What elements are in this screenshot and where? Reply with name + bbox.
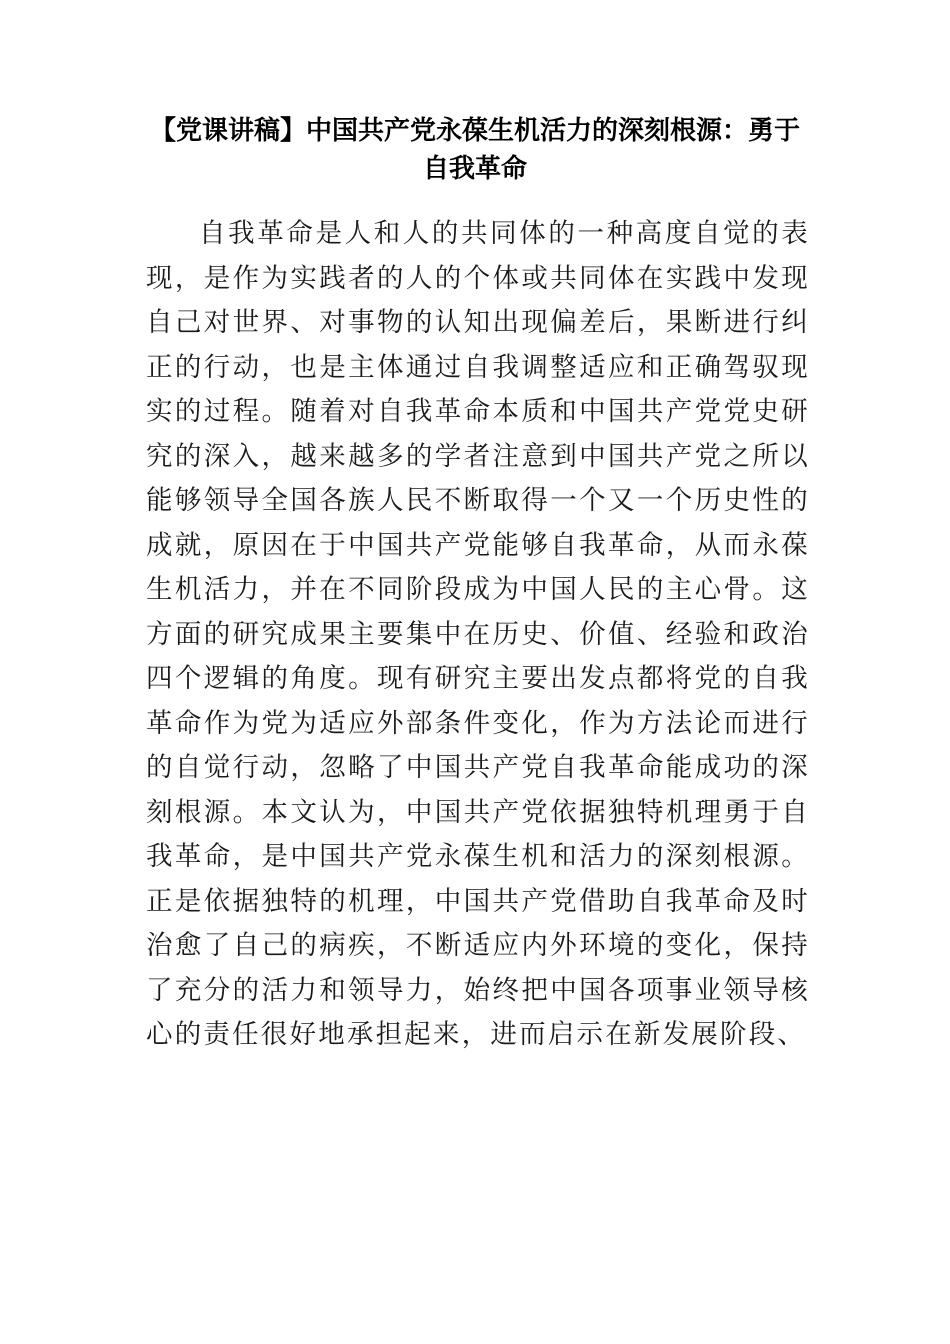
document-title: 【党课讲稿】中国共产党永葆生机活力的深刻根源：勇于自我革命 xyxy=(149,116,800,184)
body-paragraph: 自我革命是人和人的共同体的一种高度自觉的表现，是作为实践者的人的个体或共同体在实践中发现自己对世界、对事物的认知出现偏差后，果断进行纠正的行动，也是主体通过自我调整适应和正确驾驭现实的过程。随着对自我革命本质和中国共产党党史研究的深入，越来越多的学者注意到中国共产党之所以能够领导全国各族人民不断取得一个又一个历史性的成就，原因在于中国共产党能够自我革命，从而永葆生机活力，并在不同阶段成为中国人民的主心骨。这方面的研究成果主要集中在历史、价值、经验和政治四个逻辑的角度。现有研究主要出发点都将党的自我革命作为党为适应外部条件变化，作为方法论而进行的自觉行动，忽略了中国共产党自我革命能成功的深刻根源。本文认为，中国共产党依据独特机理勇于自我革命，是中国共产党永葆生机和活力的深刻根源。正是依据独特的机理，中国共产党借助自我革命及时治愈了自己的病疾，不断适应内外环境的变化，保持了充分的活力和领导力，始终把中国各项事业领导核心的责任很好地承担起来，进而启示在新发展阶段、 xyxy=(146,218,810,1050)
